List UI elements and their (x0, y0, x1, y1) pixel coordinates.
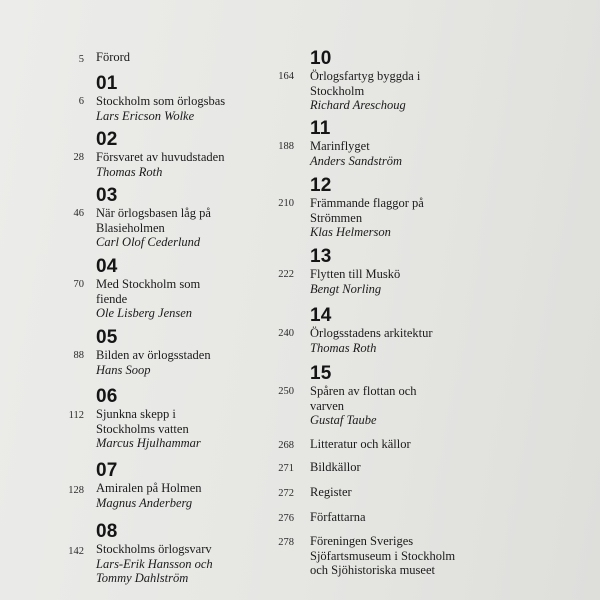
toc-author: Thomas Roth (96, 164, 163, 179)
toc-title: Försvaret av huvudstaden (96, 150, 225, 164)
toc-author: Ole Lisberg Jensen (96, 306, 193, 320)
toc-page-number: 250 (278, 386, 294, 397)
toc-author: Richard Areschoug (310, 98, 406, 112)
toc-title: Örlogsfartyg byggda i Stockholm (310, 69, 421, 98)
toc-title: Stockholm som örlogsbas (96, 94, 226, 108)
toc-chapter-number: 14 (310, 305, 332, 326)
toc-author: Gustaf Taube (310, 413, 377, 427)
toc-chapter-number: 06 (96, 386, 118, 407)
toc-chapter-number: 08 (96, 521, 118, 542)
toc-chapter-number: 15 (310, 363, 332, 384)
toc-chapter-number: 02 (96, 129, 118, 150)
toc-title: Amiralen på Holmen (96, 481, 202, 495)
toc-page-number: 142 (68, 546, 84, 557)
toc-page-number: 5 (78, 54, 84, 65)
toc-title: Flytten till Muskö (310, 267, 401, 281)
toc-title: Register (310, 485, 352, 499)
toc-title: Författarna (310, 510, 366, 524)
toc-author: Hans Soop (96, 362, 151, 377)
toc-title: Spåren av flottan och varven (310, 384, 417, 413)
toc-title: Med Stockholm som fiende (96, 277, 201, 306)
toc-page-number: 271 (278, 463, 294, 474)
toc-page-number: 6 (78, 96, 84, 107)
toc-title: Förord (96, 50, 131, 64)
toc-page-number: 272 (278, 488, 294, 499)
toc-page-number: 70 (73, 279, 84, 290)
toc-chapter-number: 11 (310, 118, 331, 139)
toc-chapter-number: 10 (310, 48, 332, 69)
toc-page-number: 188 (278, 141, 294, 152)
toc-title: Bilden av örlogsstaden (96, 348, 211, 362)
toc-author: Klas Helmerson (310, 225, 391, 239)
toc-title: Stockholms örlogsvarv (96, 542, 212, 556)
toc-page-number: 88 (73, 350, 84, 361)
toc-author: Marcus Hjulhammar (96, 436, 201, 450)
toc-author: Bengt Norling (310, 281, 382, 296)
toc-page-number: 240 (278, 328, 294, 339)
toc-page-number: 164 (278, 71, 294, 82)
toc-author: Lars Ericson Wolke (96, 108, 195, 123)
toc-author: Anders Sandström (310, 153, 403, 168)
toc-title: Örlogsstadens arkitektur (310, 326, 433, 340)
toc-title: Litteratur och källor (310, 437, 411, 451)
toc-page-number: 46 (73, 208, 84, 219)
toc-chapter-number: 03 (96, 185, 118, 206)
toc-chapter-number: 05 (96, 327, 118, 348)
toc-page-number: 222 (278, 269, 294, 280)
toc-title: Sjunkna skepp i Stockholms vatten (96, 407, 189, 436)
toc-page-number: 128 (68, 485, 84, 496)
toc-page-number: 278 (278, 537, 294, 548)
toc-title: Främmande flaggor på Strömmen (310, 196, 424, 225)
toc-page-number: 28 (73, 152, 84, 163)
toc-chapter-number: 12 (310, 175, 332, 196)
toc-title: Bildkällor (310, 460, 361, 474)
toc-author: Carl Olof Cederlund (96, 235, 201, 249)
toc-page-number: 276 (278, 513, 294, 524)
toc-page-number: 210 (278, 198, 294, 209)
toc-author: Lars-Erik Hansson och Tommy Dahlström (96, 556, 213, 585)
toc-chapter-number: 13 (310, 246, 332, 267)
toc-chapter-number: 04 (96, 256, 118, 277)
toc-chapter-number: 01 (96, 73, 118, 94)
toc-chapter-number: 07 (96, 460, 118, 481)
toc-page-number: 112 (68, 410, 84, 421)
toc-title: Föreningen Sveriges Sjöfartsmuseum i Stockholm och Sjöhistoriska museet (310, 534, 456, 577)
toc-title: Marinflyget (310, 139, 370, 153)
toc-author: Magnus Anderberg (96, 495, 193, 510)
toc-author: Thomas Roth (310, 340, 377, 355)
toc-title: När örlogsbasen låg på Blasieholmen (96, 206, 211, 235)
toc-page-number: 268 (278, 440, 294, 451)
